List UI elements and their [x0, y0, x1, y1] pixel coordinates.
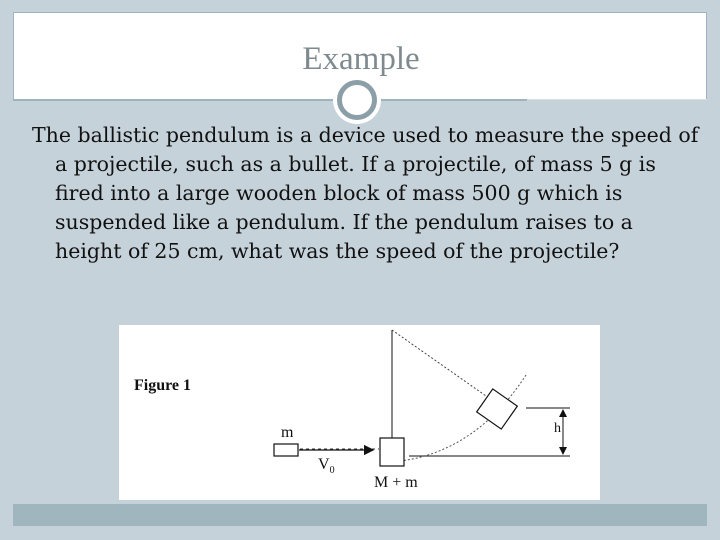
- velocity-label: [318, 456, 335, 476]
- pendulum-diagram: [119, 325, 600, 500]
- problem-statement: The ballistic pendulum is a device used to measure the speed of a projectile, such as a bullet. If a projectile, of mass 5 g is fired into a large wooden block of mass 500 g which is suspended like a pendulum. If the pendulum raises to a height of 25 cm, what was the speed of the projectile?: [32, 123, 699, 263]
- height-arrow-down-icon: [559, 447, 567, 455]
- footer-bar: [13, 504, 707, 526]
- height-label: h: [554, 421, 561, 436]
- slide-title: Example: [302, 41, 420, 77]
- projectile: [274, 444, 298, 456]
- body-text-box: [32, 121, 704, 266]
- ring-ornament-icon: [337, 80, 377, 120]
- title-divider-faint: [527, 99, 707, 100]
- swung-string-dotted: [392, 330, 496, 403]
- block-label: M + m: [374, 474, 418, 491]
- velocity-symbol: V: [318, 456, 330, 473]
- wooden-block: [380, 438, 404, 466]
- height-arrow-up-icon: [559, 409, 567, 417]
- figure-panel: [119, 325, 600, 500]
- projectile-label: m: [281, 424, 294, 441]
- figure-caption: Figure 1: [134, 377, 192, 394]
- title-divider: [13, 99, 527, 101]
- velocity-subscript: 0: [329, 465, 335, 476]
